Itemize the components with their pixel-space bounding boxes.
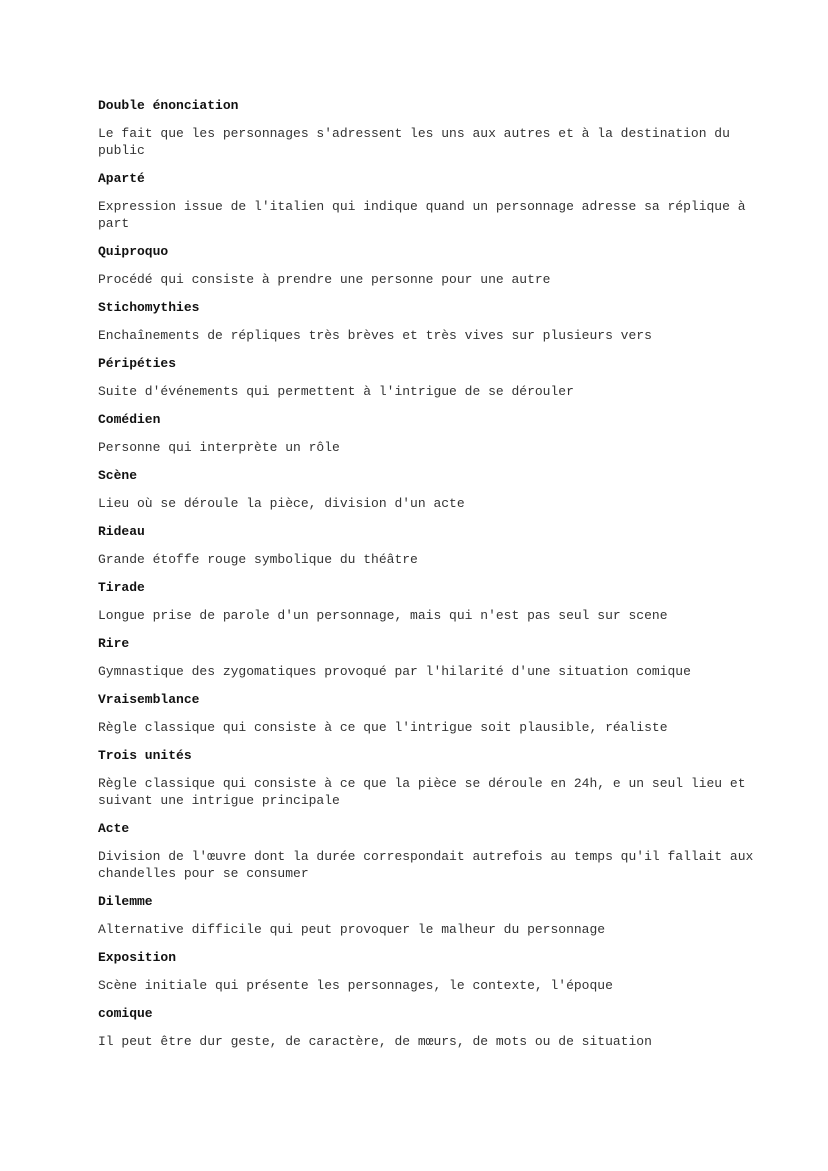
glossary-entry xyxy=(98,579,758,624)
glossary-term: Scène xyxy=(98,468,138,483)
glossary-entry xyxy=(98,355,758,400)
glossary-term: Vraisemblance xyxy=(98,692,200,707)
glossary-term: Aparté xyxy=(98,171,145,186)
glossary-definition: Alternative difficile qui peut provoquer le malheur du personnage xyxy=(98,922,606,937)
glossary-definition: Personne qui interprète un rôle xyxy=(98,440,340,455)
glossary-entry xyxy=(98,523,758,568)
glossary-definition: Grande étoffe rouge symbolique du théâtre xyxy=(98,552,418,567)
glossary-definition: Le fait que les personnages s'adressent les uns aux autres et à la destination du public xyxy=(98,126,730,158)
glossary-entry xyxy=(98,299,758,344)
glossary-term: Comédien xyxy=(98,412,161,427)
glossary-definition: Règle classique qui consiste à ce que la pièce se déroule en 24h, e un seul lieu et suivant une intrigue principale xyxy=(98,776,746,808)
glossary-definition: Règle classique qui consiste à ce que l'intrigue soit plausible, réaliste xyxy=(98,720,668,735)
glossary-term: comique xyxy=(98,1006,153,1021)
glossary-definition: Expression issue de l'italien qui indique quand un personnage adresse sa réplique à part xyxy=(98,199,746,231)
glossary-term: Stichomythies xyxy=(98,300,200,315)
glossary-term: Quiproquo xyxy=(98,244,169,259)
glossary-term: Dilemme xyxy=(98,894,153,909)
glossary-definition: Procédé qui consiste à prendre une personne pour une autre xyxy=(98,272,551,287)
glossary-term: Rideau xyxy=(98,524,145,539)
glossary-definition: Lieu où se déroule la pièce, division d'un acte xyxy=(98,496,465,511)
glossary-entry xyxy=(98,949,758,994)
glossary-page xyxy=(98,97,758,1061)
glossary-term: Péripéties xyxy=(98,356,177,371)
glossary-entry xyxy=(98,820,758,882)
glossary-entry xyxy=(98,411,758,456)
glossary-definition: Scène initiale qui présente les personnages, le contexte, l'époque xyxy=(98,978,613,993)
glossary-definition: Enchaînements de répliques très brèves et très vives sur plusieurs vers xyxy=(98,328,652,343)
glossary-term: Acte xyxy=(98,821,130,836)
glossary-definition: Gymnastique des zygomatiques provoqué par l'hilarité d'une situation comique xyxy=(98,664,691,679)
glossary-entry xyxy=(98,97,758,159)
glossary-entry xyxy=(98,243,758,288)
glossary-definition: Longue prise de parole d'un personnage, mais qui n'est pas seul sur scene xyxy=(98,608,668,623)
glossary-term: Double énonciation xyxy=(98,98,239,113)
glossary-definition: Il peut être dur geste, de caractère, de mœurs, de mots ou de situation xyxy=(98,1034,652,1049)
glossary-term: Rire xyxy=(98,636,130,651)
glossary-term: Trois unités xyxy=(98,748,192,763)
glossary-term: Tirade xyxy=(98,580,145,595)
glossary-entry xyxy=(98,747,758,809)
glossary-term: Exposition xyxy=(98,950,177,965)
glossary-definition: Division de l'œuvre dont la durée correspondait autrefois au temps qu'il fallait aux chandelles pour se consumer xyxy=(98,849,754,881)
glossary-entry xyxy=(98,893,758,938)
glossary-entry xyxy=(98,170,758,232)
glossary-entry xyxy=(98,1005,758,1050)
glossary-entry xyxy=(98,467,758,512)
glossary-entry xyxy=(98,635,758,680)
glossary-entry xyxy=(98,691,758,736)
glossary-definition: Suite d'événements qui permettent à l'intrigue de se dérouler xyxy=(98,384,574,399)
